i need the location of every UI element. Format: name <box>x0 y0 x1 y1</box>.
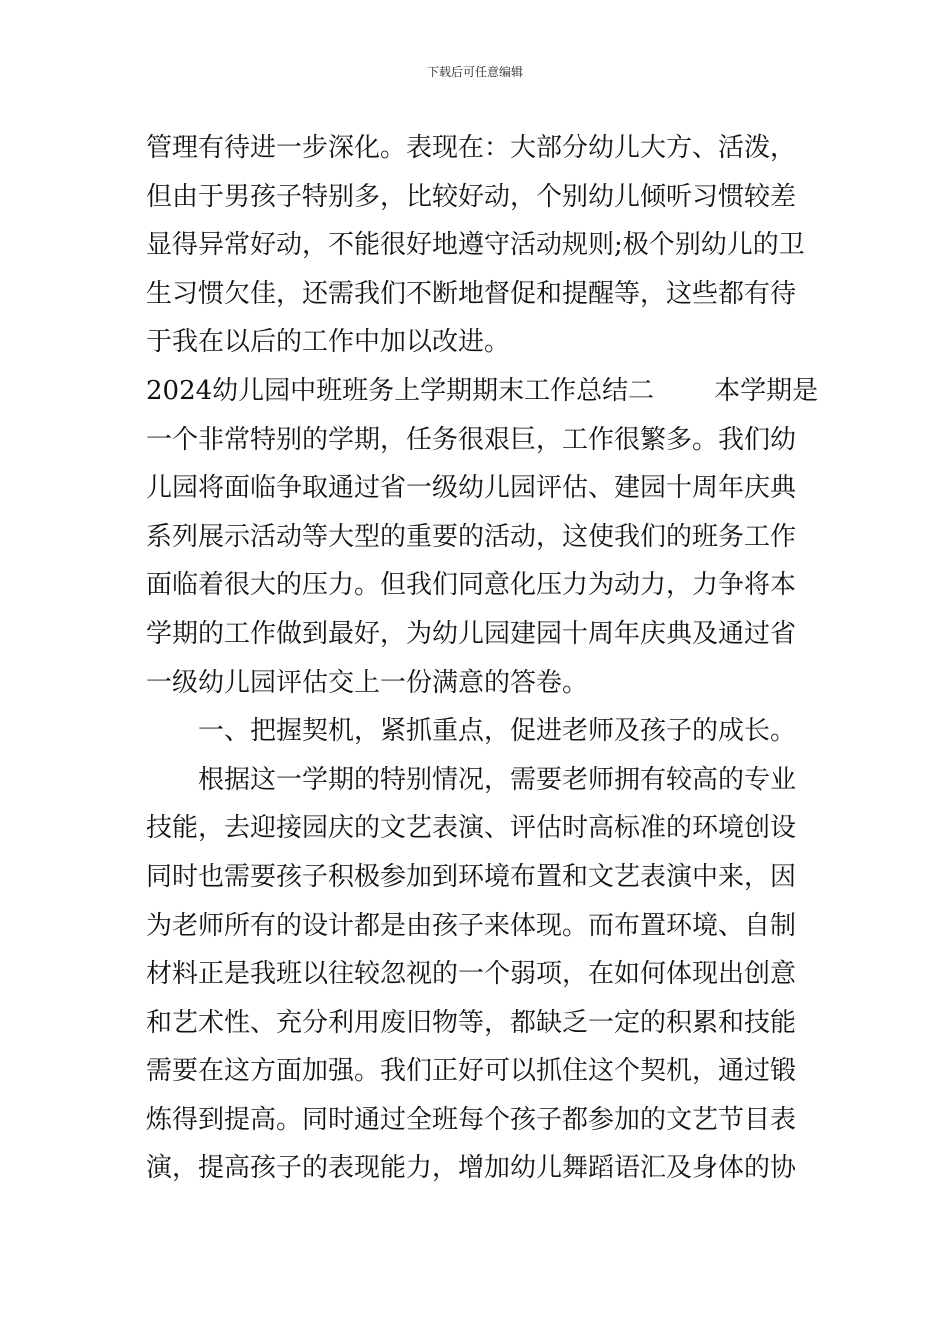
text-line: 一级幼儿园评估交上一份满意的答卷。 <box>146 667 589 698</box>
section-title-continuation: 本学期是 <box>714 375 819 406</box>
text-line: 一个非常特别的学期，任务很艰巨，工作很繁多。我们幼 <box>146 424 797 455</box>
heading-line: 一、把握契机，紧抓重点，促进老师及孩子的成长。 <box>146 716 797 747</box>
page-header: 下载后可任意编辑 <box>426 65 523 79</box>
text-line: 儿园将面临争取通过省一级幼儿园评估、建园十周年庆典 <box>146 473 797 504</box>
text-line: 显得异常好动，不能很好地遵守活动规则;极个别幼儿的卫 <box>146 230 805 261</box>
text-line: 需要在这方面加强。我们正好可以抓住这个契机，通过锻 <box>146 1056 797 1087</box>
text-line: 同时也需要孩子积极参加到环境布置和文艺表演中来，因 <box>146 861 797 892</box>
text-line: 管理有待进一步深化。表现在：大部分幼儿大方、活泼， <box>146 133 797 163</box>
text-line: 技能，去迎接园庆的文艺表演、评估时高标准的环境创设 <box>146 813 797 844</box>
text-line: 于我在以后的工作中加以改进。 <box>146 327 511 358</box>
text-line: 材料正是我班以往较忽视的一个弱项，在如何体现出创意 <box>146 959 797 990</box>
text-line: 演，提高孩子的表现能力，增加幼儿舞蹈语汇及身体的协 <box>146 1153 797 1184</box>
text-line: 学期的工作做到最好，为幼儿园建园十周年庆典及通过省 <box>146 618 797 649</box>
text-line: 根据这一学期的特别情况，需要老师拥有较高的专业 <box>146 764 797 795</box>
text-line: 但由于男孩子特别多，比较好动，个别幼儿倾听习惯较差 <box>146 181 797 212</box>
section-title-line <box>146 367 819 416</box>
text-line: 为老师所有的设计都是由孩子来体现。而布置环境、自制 <box>146 910 797 941</box>
text-line: 炼得到提高。同时通过全班每个孩子都参加的文艺节目表 <box>146 1104 797 1135</box>
text-line: 系列展示活动等大型的重要的活动，这使我们的班务工作 <box>146 521 797 552</box>
text-line: 生习惯欠佳，还需我们不断地督促和提醒等，这些都有待 <box>146 278 797 309</box>
text-line: 和艺术性、充分利用废旧物等，都缺乏一定的积累和技能 <box>146 1007 797 1038</box>
document-body <box>146 124 819 1193</box>
section-title: 2024幼儿园中班班务上学期期末工作总结二 <box>146 375 655 406</box>
text-line: 面临着很大的压力。但我们同意化压力为动力，力争将本 <box>146 570 797 601</box>
